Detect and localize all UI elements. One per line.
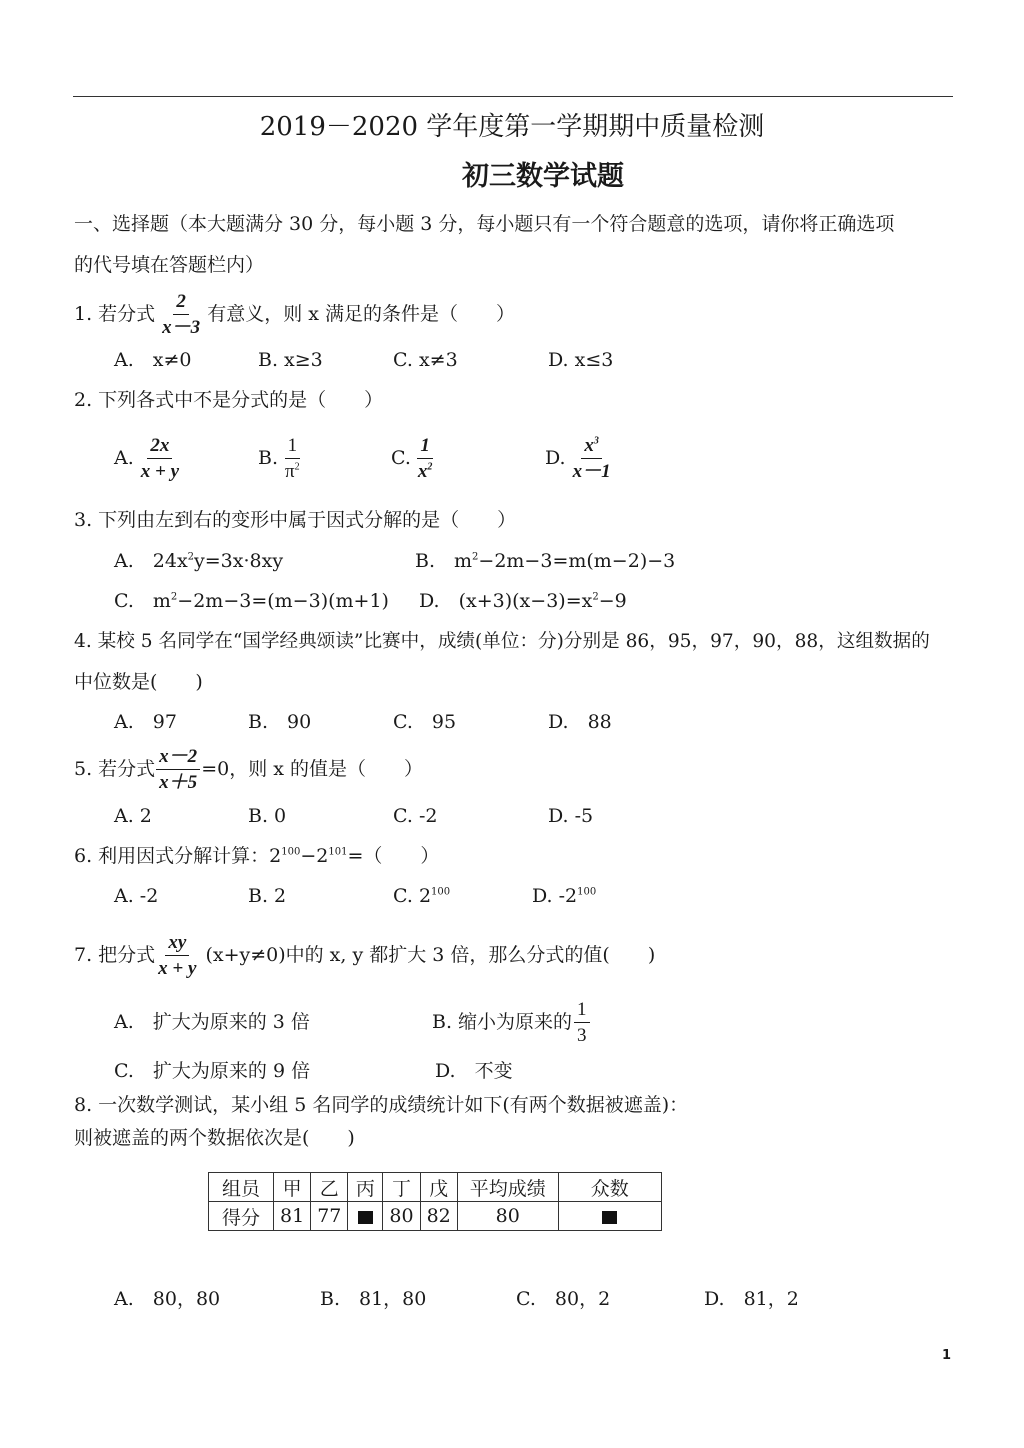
q5-option-d: D. -5 bbox=[548, 805, 594, 827]
q1-frac-num: 2 bbox=[173, 292, 189, 315]
q2-c-den: $x^2$ bbox=[417, 460, 433, 482]
q5-option-c: C. -2 bbox=[393, 805, 438, 827]
question-8-line2: 则被遮盖的两个数据依次是( ) bbox=[74, 1127, 355, 1149]
q2-a-num: 2x bbox=[147, 436, 172, 459]
table-cell: 81 bbox=[274, 1202, 311, 1231]
masked-block-icon bbox=[358, 1211, 373, 1224]
q5-prefix: 5. 若分式 bbox=[74, 758, 156, 781]
table-row-label: 得分 bbox=[209, 1202, 274, 1231]
question-7-stem bbox=[74, 933, 655, 979]
question-4-line1: 4. 某校 5 名同学在“国学经典颂读”比赛中，成绩(单位：分)分别是 86，95，97，90，88，这组数据的 bbox=[74, 631, 930, 652]
table-header-cell: 丙 bbox=[348, 1173, 383, 1202]
table-header-cell: 甲 bbox=[274, 1173, 311, 1202]
q3-option-d: D. $(x+3)(x-3)=x^2-9$ bbox=[419, 590, 627, 612]
q7-fraction bbox=[155, 933, 199, 979]
table-header-cell: 众数 bbox=[558, 1173, 661, 1202]
q2-frac-d bbox=[570, 436, 614, 482]
q7-option-d: D. 不变 bbox=[435, 1060, 513, 1082]
score-table-header-row bbox=[209, 1173, 662, 1202]
q7-b-num: 1 bbox=[574, 1000, 590, 1023]
question-3-stem: 3. 下列由左到右的变形中属于因式分解的是（ ） bbox=[74, 509, 517, 531]
q7-option-b-text: B. 缩小为原来的 bbox=[432, 1011, 573, 1034]
q2-label-d: D. bbox=[545, 447, 566, 470]
table-header-cell: 戊 bbox=[420, 1173, 457, 1202]
q5-frac-num: x－2 bbox=[156, 747, 200, 770]
q5-suffix: =0，则 x 的值是（ ） bbox=[201, 758, 423, 781]
q2-c-num: 1 bbox=[417, 436, 433, 459]
question-2-stem: 2. 下列各式中不是分式的是（ ） bbox=[74, 389, 384, 411]
q2-label-a: A. bbox=[114, 447, 134, 470]
q4-option-b: B. 90 bbox=[248, 711, 312, 733]
q1-option-d: D. x≤3 bbox=[548, 349, 614, 371]
q2-option-d bbox=[545, 436, 618, 482]
q1-fraction bbox=[159, 292, 203, 338]
question-6-stem: 6. 利用因式分解计算：$2^{100}-2^{101}=$（ ） bbox=[74, 845, 440, 867]
q3-option-c: C. $m^2-2m-3=(m-3)(m+1)$ bbox=[114, 590, 389, 612]
q1-suffix: 有意义，则 x 满足的条件是（ ） bbox=[207, 303, 515, 326]
q5-option-a: A. 2 bbox=[114, 805, 152, 827]
q2-a-den: x + y bbox=[140, 460, 180, 482]
masked-block-icon bbox=[602, 1211, 617, 1224]
question-5-stem bbox=[74, 747, 423, 793]
q1-prefix: 1. 若分式 bbox=[74, 303, 156, 326]
table-cell-masked bbox=[348, 1202, 383, 1231]
table-header-cell: 平均成绩 bbox=[457, 1173, 558, 1202]
score-table-data-row bbox=[209, 1202, 662, 1231]
q2-d-den: x－1 bbox=[572, 460, 611, 482]
q3-option-a: A. $24x^2y=3x\cdot 8xy$ bbox=[114, 550, 284, 572]
q4-option-c: C. 95 bbox=[393, 711, 457, 733]
q1-option-b: B. x≥3 bbox=[258, 349, 323, 371]
question-4-line2: 中位数是( ) bbox=[74, 671, 203, 693]
q2-d-num: $x^3$ bbox=[581, 436, 602, 459]
q6-option-c: C. $2^{100}$ bbox=[393, 885, 451, 907]
q5-frac-den: x＋5 bbox=[159, 771, 198, 793]
q6-option-b: B. 2 bbox=[248, 885, 287, 907]
table-header-cell: 丁 bbox=[383, 1173, 420, 1202]
question-8-line1: 8. 一次数学测试，某小组 5 名同学的成绩统计如下(有两个数据被遮盖)： bbox=[74, 1094, 689, 1116]
table-cell: 77 bbox=[311, 1202, 348, 1231]
q7-suffix: (x+y≠0)中的 x, y 都扩大 3 倍，那么分式的值( ) bbox=[205, 944, 656, 967]
q2-option-b bbox=[258, 436, 307, 482]
q3-option-b: B. $m^2-2m-3=m(m-2)-3$ bbox=[415, 550, 676, 572]
q2-b-den: $\pi^2$ bbox=[285, 460, 300, 482]
q8-option-c: C. 80，2 bbox=[516, 1288, 611, 1310]
q4-option-a: A. 97 bbox=[114, 711, 177, 733]
q8-option-a: A. 80，80 bbox=[114, 1288, 221, 1310]
section-heading-line1: 一、选择题（本大题满分 30 分，每小题 3 分，每小题只有一个符合题意的选项，请你将正确选项 bbox=[74, 213, 895, 235]
q1-frac-den: x－3 bbox=[162, 316, 201, 338]
table-cell: 80 bbox=[457, 1202, 558, 1231]
q7-option-a: A. 扩大为原来的 3 倍 bbox=[114, 1011, 310, 1033]
exam-title: 2019－2020 学年度第一学期期中质量检测 bbox=[259, 112, 765, 142]
top-rule bbox=[73, 96, 953, 97]
q6-option-a: A. -2 bbox=[114, 885, 159, 907]
q1-option-c: C. x≠3 bbox=[393, 349, 458, 371]
q8-option-b: B. 81，80 bbox=[320, 1288, 427, 1310]
table-cell-masked bbox=[558, 1202, 661, 1231]
q7-frac-num: xy bbox=[165, 933, 189, 956]
q8-option-d: D. 81，2 bbox=[704, 1288, 799, 1310]
q7-option-b-fraction bbox=[574, 1000, 590, 1046]
table-cell: 80 bbox=[383, 1202, 420, 1231]
table-header-cell: 组员 bbox=[209, 1173, 274, 1202]
table-header-cell: 乙 bbox=[311, 1173, 348, 1202]
score-table bbox=[208, 1172, 662, 1231]
q2-b-num: 1 bbox=[285, 436, 301, 459]
q7-b-den: 3 bbox=[577, 1024, 587, 1046]
q2-option-a bbox=[114, 436, 186, 482]
q1-option-a: A. x≠0 bbox=[114, 349, 192, 371]
page-number: 1 bbox=[942, 1348, 952, 1363]
q5-option-b: B. 0 bbox=[248, 805, 287, 827]
q2-option-c bbox=[391, 436, 439, 482]
table-cell: 82 bbox=[420, 1202, 457, 1231]
q7-option-c: C. 扩大为原来的 9 倍 bbox=[114, 1060, 311, 1082]
q7-option-b bbox=[432, 1000, 592, 1046]
q2-frac-a bbox=[138, 436, 182, 482]
q2-frac-b bbox=[282, 436, 303, 482]
q5-fraction bbox=[156, 747, 200, 793]
section-heading-line2: 的代号填在答题栏内） bbox=[74, 254, 265, 276]
exam-subtitle: 初三数学试题 bbox=[462, 161, 624, 192]
question-1-stem bbox=[74, 292, 515, 338]
q7-frac-den: x + y bbox=[158, 957, 197, 979]
q6-option-d: D. $-2^{100}$ bbox=[532, 885, 597, 907]
q2-frac-c bbox=[415, 436, 436, 482]
q2-label-b: B. bbox=[258, 447, 279, 470]
q2-label-c: C. bbox=[391, 447, 411, 470]
q7-prefix: 7. 把分式 bbox=[74, 944, 156, 967]
q4-option-d: D. 88 bbox=[548, 711, 612, 733]
